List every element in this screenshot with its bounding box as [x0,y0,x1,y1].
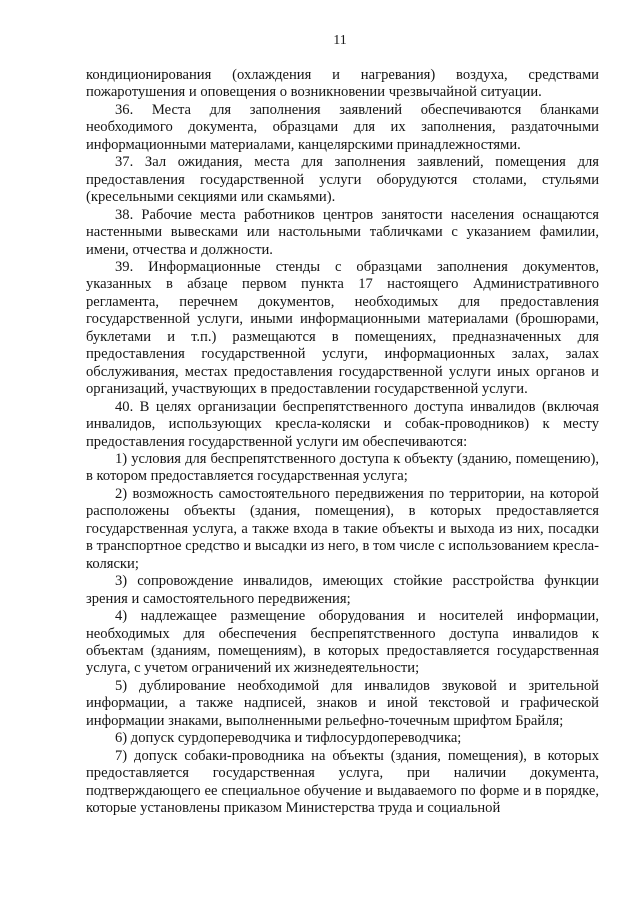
document-body [86,67,599,817]
page-number: 11 [333,33,347,48]
list-item-40-2: 2) возможность самостоятельного передвижения по территории, на которой расположены объекты (здания, помещения), в которых предоставляется государственная услуга, а также входа в такие объекты и выхода из них, посадки в транспортное средство и высадки из него, в том числе с использованием кресла-коляски; [86,485,599,572]
paragraph-38: 38. Рабочие места работников центров занятости населения оснащаются настенными вывесками или настольными табличками с указанием фамилии, имени, отчества и должности. [86,206,599,258]
list-item-40-6: 6) допуск сурдопереводчика и тифлосурдопереводчика; [115,730,462,747]
list-item-40-7: 7) допуск собаки-проводника на объекты (здания, помещения), в которых предоставляется государственная услуга, при наличии документа, подтверждающего ее специальное обучение и выдаваемого по форме и в порядке, которые установлены приказом Министерства труда и социальной [86,747,599,817]
paragraph-36: 36. Места для заполнения заявлений обеспечиваются бланками необходимого документа, образцами для их заполнения, раздаточными информационными материалами, канцелярскими принадлежностями. [86,101,599,153]
list-item-40-1: 1) условия для беспрепятственного доступа к объекту (зданию, помещению), в котором предоставляется государственная услуга; [86,450,599,485]
paragraph-39: 39. Информационные стенды с образцами заполнения документов, указанных в абзаце первом пункта 17 настоящего Административного регламента, перечнем документов, необходимых для предоставления государственной услуги, иными информационными материалами (брошюрами, буклетами и т.п.) размещаются в помещениях, предназначенных для предоставления государственной услуги, информационных залах, залах обслуживания, местах предоставления государственной услуги иных органов и организаций, участвующих в предоставлении государственной услуги. [86,258,599,398]
list-item-40-5: 5) дублирование необходимой для инвалидов звуковой и зрительной информации, а также надписей, знаков и иной текстовой и графической информации знаками, выполненными рельефно-точечным шрифтом Брайля; [86,677,599,729]
list-item-40-3: 3) сопровождение инвалидов, имеющих стойкие расстройства функции зрения и самостоятельного передвижения; [86,573,599,607]
paragraph-40: 40. В целях организации беспрепятственного доступа инвалидов (включая инвалидов, использующих кресла-коляски и собак-проводников) к месту предоставления государственной услуги им обеспечиваются: [86,398,599,450]
paragraph-37: 37. Зал ожидания, места для заполнения заявлений, помещения для предоставления государственной услуги оборудуются столами, стульями (кресельными секциями или скамьями). [86,154,599,206]
paragraph-continuation: кондиционирования (охлаждения и нагревания) воздуха, средствами пожаротушения и оповещения о возникновении чрезвычайной ситуации. [86,67,599,101]
list-item-40-4: 4) надлежащее размещение оборудования и носителей информации, необходимых для обеспечения беспрепятственного доступа инвалидов к объектам (зданиям, помещениям), в которых предоставляется государственная услуга, с учетом ограничений их жизнедеятельности; [86,608,599,677]
